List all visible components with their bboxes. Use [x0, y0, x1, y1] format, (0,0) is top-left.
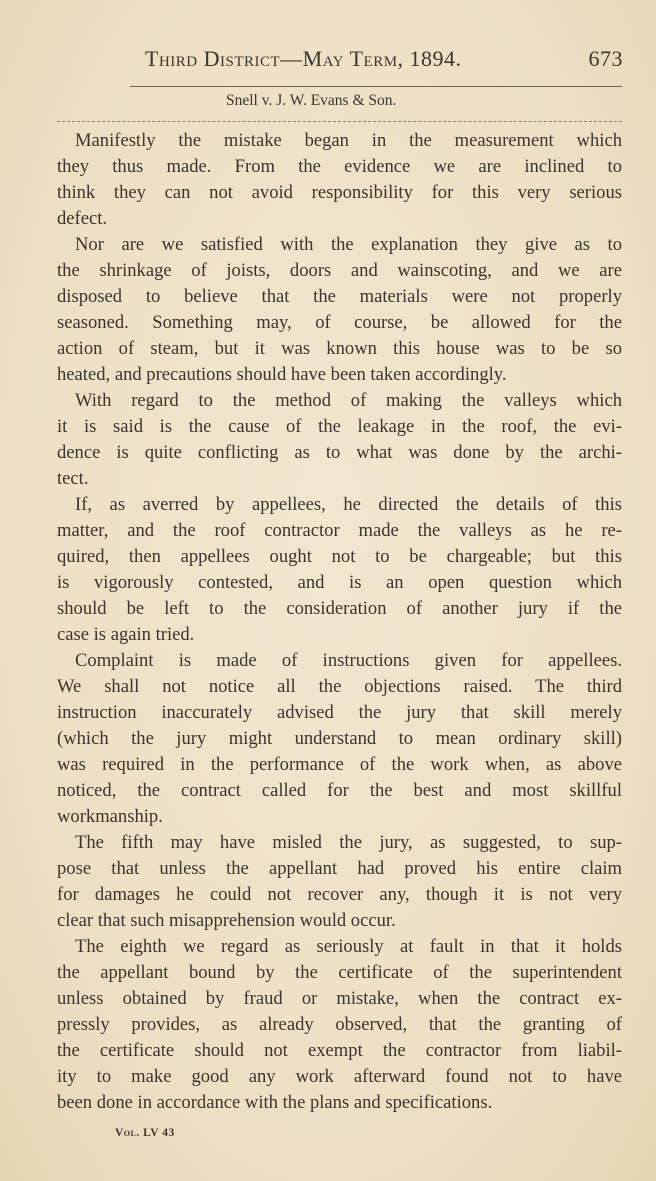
paragraph [57, 232, 622, 388]
page-number: 673 [588, 46, 623, 71]
case-caption: Snell v. J. W. Evans & Son. [226, 92, 397, 109]
text-line: defect. [57, 208, 108, 229]
text-line: The fifth may have misled the jury, as suggested, to sup- [75, 832, 622, 853]
text-line: dence is quite conflicting as to what was done by the archi- [57, 442, 622, 463]
text-line: quired, then appellees ought not to be chargeable; but this [57, 546, 622, 567]
paragraph [57, 492, 622, 648]
text-line: the appellant bound by the certificate of the superintendent [57, 962, 622, 983]
caption-rule [57, 121, 622, 122]
text-line: for damages he could not recover any, though it is not very [57, 884, 622, 905]
text-line: been done in accordance with the plans and specifications. [57, 1092, 493, 1113]
text-line: Complaint is made of instructions given for appellees. [75, 650, 622, 671]
text-line: tect. [57, 468, 89, 489]
text-line: action of steam, but it was known this house was to be so [57, 338, 622, 359]
text-line: clear that such misapprehension would occur. [57, 910, 396, 931]
paragraph [57, 388, 622, 492]
text-line: heated, and precautions should have been taken accordingly. [57, 364, 507, 385]
text-line: disposed to believe that the materials were not properly [57, 286, 622, 307]
paragraph [57, 128, 622, 232]
text-line: (which the jury might understand to mean ordinary skill) [57, 728, 622, 749]
text-line: pose that unless the appellant had proved his entire claim [57, 858, 622, 879]
header-rule [130, 86, 622, 87]
text-line: We shall not notice all the objections raised. The third [57, 676, 622, 697]
running-head [145, 46, 623, 72]
text-line: With regard to the method of making the valleys which [75, 390, 622, 411]
text-line: the shrinkage of joists, doors and wainscoting, and we are [57, 260, 622, 281]
text-line: noticed, the contract called for the best and most skillful [57, 780, 622, 801]
text-line: Manifestly the mistake began in the measurement which [75, 130, 622, 151]
text-line: unless obtained by fraud or mistake, when the contract ex- [57, 988, 622, 1009]
paragraph [57, 648, 622, 830]
text-line: If, as averred by appellees, he directed the details of this [75, 494, 622, 515]
running-title: Third District—May Term, 1894. [145, 46, 462, 71]
text-line: matter, and the roof contractor made the valleys as he re- [57, 520, 622, 541]
text-line: it is said is the cause of the leakage in the roof, the evi- [57, 416, 622, 437]
text-line: the certificate should not exempt the contractor from liabil- [57, 1040, 622, 1061]
text-line: Nor are we satisfied with the explanation they give as to [75, 234, 622, 255]
text-line: workmanship. [57, 806, 163, 827]
text-line: case is again tried. [57, 624, 195, 645]
opinion-text [57, 128, 622, 1116]
text-line: they thus made. From the evidence we are inclined to [57, 156, 622, 177]
signature-mark: Vol. LV 43 [115, 1127, 175, 1139]
text-line: think they can not avoid responsibility for this very serious [57, 182, 622, 203]
text-line: seasoned. Something may, of course, be allowed for the [57, 312, 622, 333]
text-line: instruction inaccurately advised the jury that skill merely [57, 702, 622, 723]
text-line: should be left to the consideration of another jury if the [57, 598, 622, 619]
paragraph [57, 830, 622, 934]
text-line: pressly provides, as already observed, that the granting of [57, 1014, 622, 1035]
text-line: The eighth we regard as seriously at fault in that it holds [75, 936, 622, 957]
text-line: is vigorously contested, and is an open question which [57, 572, 622, 593]
text-line: ity to make good any work afterward found not to have [57, 1066, 622, 1087]
text-line: was required in the performance of the work when, as above [57, 754, 622, 775]
paragraph [57, 934, 622, 1116]
